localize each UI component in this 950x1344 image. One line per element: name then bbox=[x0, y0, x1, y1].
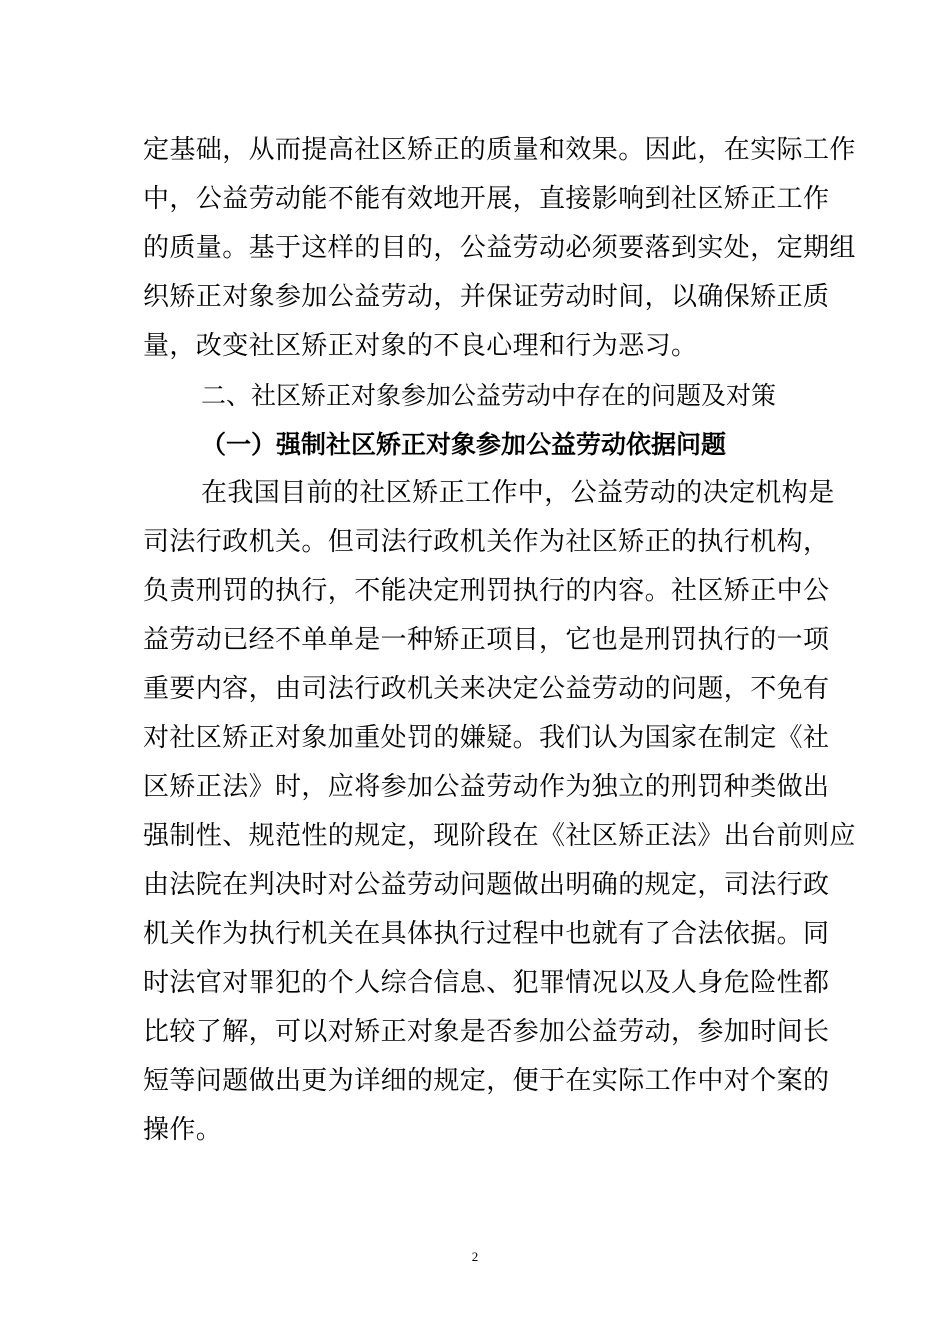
text-line: 重要内容，由司法行政机关来决定公益劳动的问题，不免有 bbox=[143, 674, 830, 704]
page-number: 2 bbox=[471, 1249, 479, 1264]
paragraph bbox=[143, 469, 856, 1155]
text-line: 比较了解，可以对矫正对象是否参加公益劳动，参加时间长 bbox=[143, 1017, 830, 1047]
text-line: 操作。 bbox=[143, 1115, 223, 1145]
text-line: 定基础，从而提高社区矫正的质量和效果。因此，在实际工作 bbox=[143, 135, 856, 165]
text-line: 益劳动已经不单单是一种矫正项目，它也是刑罚执行的一项 bbox=[143, 625, 830, 655]
text-line: 织矫正对象参加公益劳动，并保证劳动时间，以确保矫正质 bbox=[143, 282, 830, 312]
text-line: 短等问题做出更为详细的规定，便于在实际工作中对个案的 bbox=[143, 1066, 830, 1096]
subsection-heading: （一）强制社区矫正对象参加公益劳动依据问题 bbox=[201, 430, 727, 459]
text-line: 区矫正法》时，应将参加公益劳动作为独立的刑罚种类做出 bbox=[143, 772, 830, 802]
text-line: 在我国目前的社区矫正工作中，公益劳动的决定机构是 bbox=[201, 478, 835, 508]
text-line: 负责刑罚的执行，不能决定刑罚执行的内容。社区矫正中公 bbox=[143, 576, 830, 606]
text-line: 量，改变社区矫正对象的不良心理和行为恶习。 bbox=[143, 331, 698, 361]
text-line: 中，公益劳动能不能有效地开展，直接影响到社区矫正工作 bbox=[143, 184, 830, 214]
text-line: 司法行政机关。但司法行政机关作为社区矫正的执行机构， bbox=[143, 527, 830, 557]
text-line: 的质量。基于这样的目的，公益劳动必须要落到实处，定期组 bbox=[143, 233, 856, 263]
text-line: 时法官对罪犯的个人综合信息、犯罪情况以及人身危险性都 bbox=[143, 968, 830, 998]
paragraph-continued bbox=[143, 126, 856, 371]
text-line: 强制性、规范性的规定，现阶段在《社区矫正法》出台前则应 bbox=[143, 821, 856, 851]
text-line: 由法院在判决时对公益劳动问题做出明确的规定，司法行政 bbox=[143, 870, 830, 900]
page-body bbox=[143, 126, 856, 1155]
text-line: 对社区矫正对象加重处罚的嫌疑。我们认为国家在制定《社 bbox=[143, 723, 830, 753]
text-line: 机关作为执行机关在具体执行过程中也就有了合法依据。同 bbox=[143, 919, 830, 949]
section-heading: 二、社区矫正对象参加公益劳动中存在的问题及对策 bbox=[201, 381, 777, 410]
